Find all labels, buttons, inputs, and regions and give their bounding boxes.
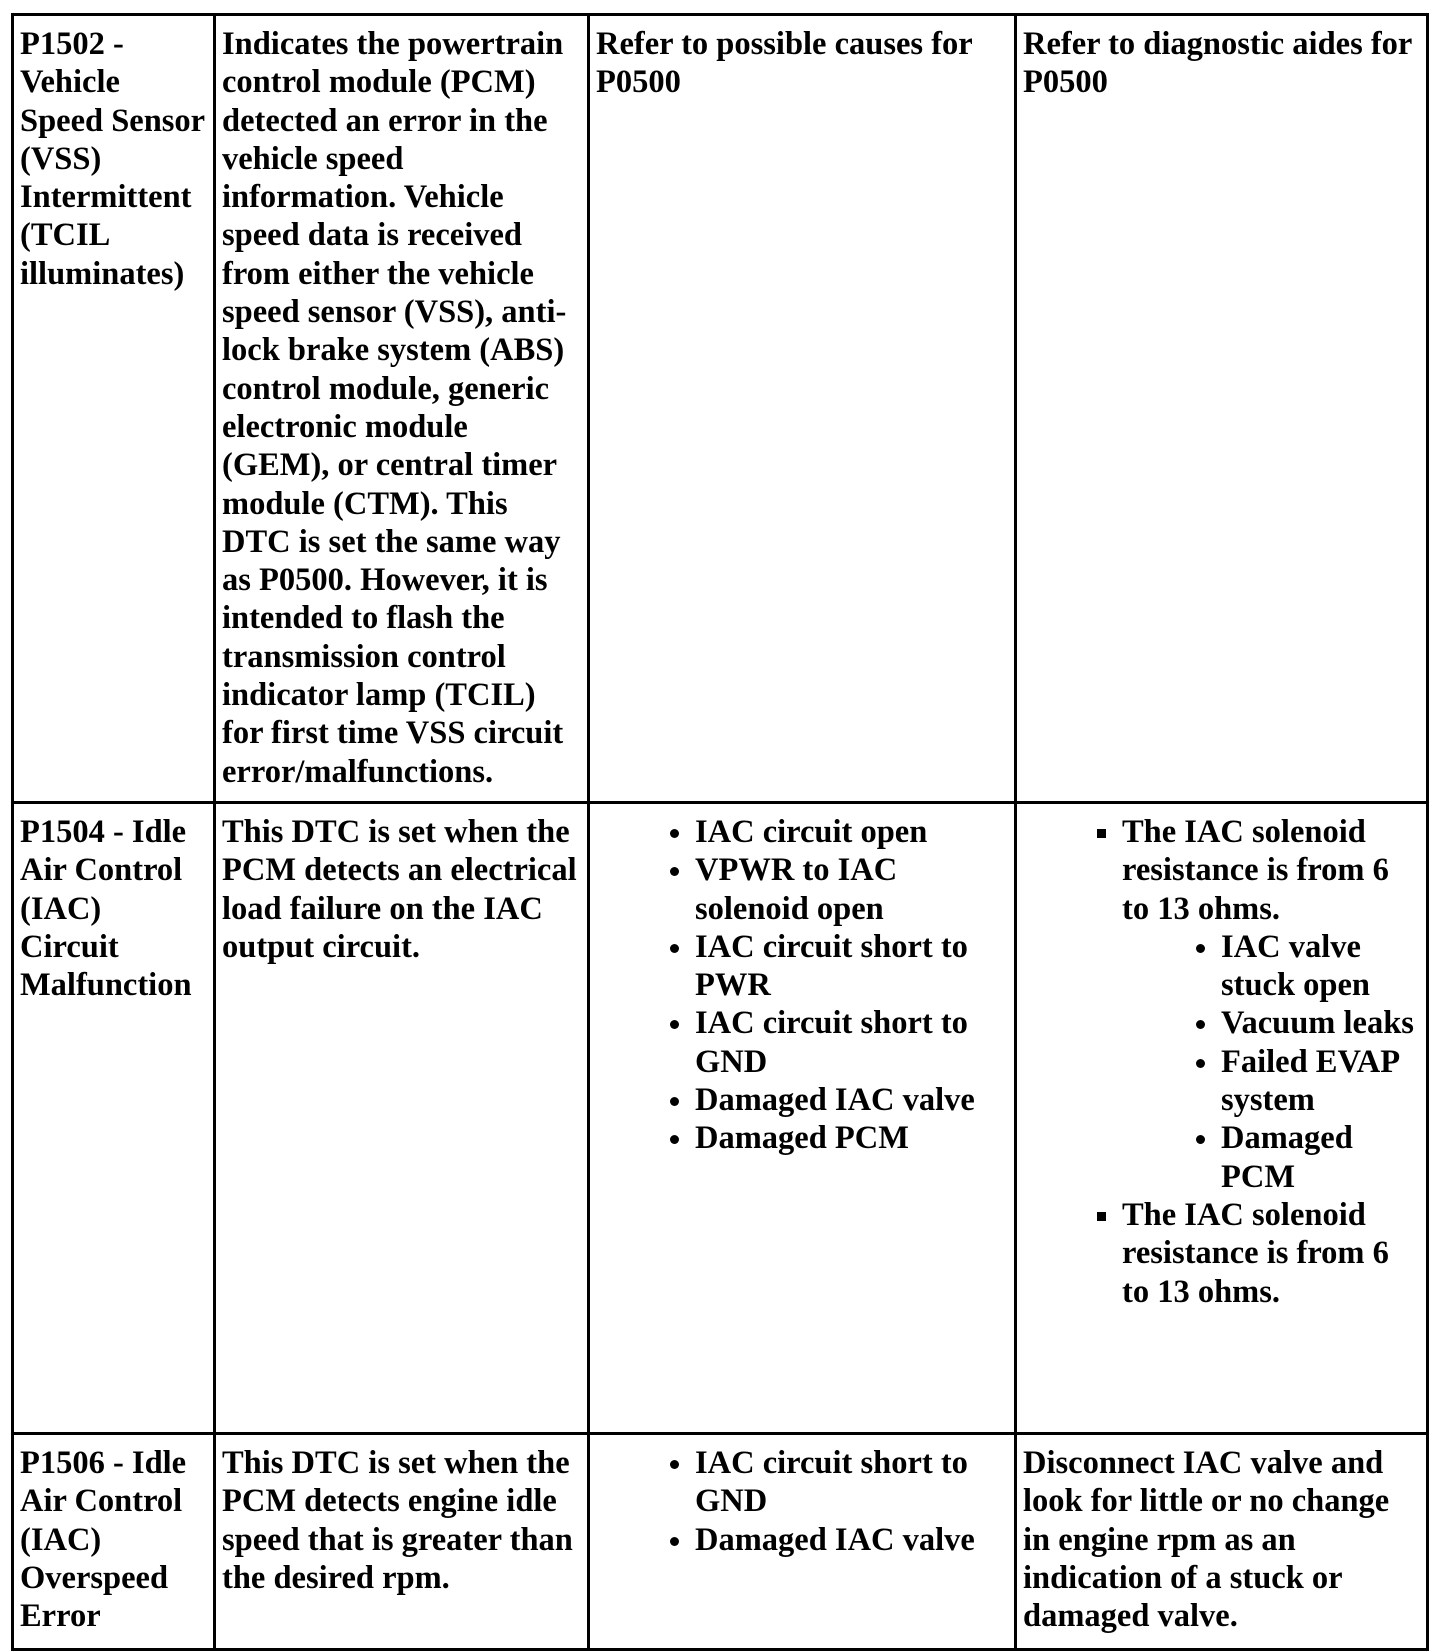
dtc-code-cell: P1506 - Idle Air Control (IAC) Overspeed Error	[13, 1434, 215, 1650]
diagnostic-aides-cell: Disconnect IAC valve and look for little or no change in engine rpm as an indication of a stuck or damaged valve.	[1016, 1434, 1428, 1650]
description-cell: Indicates the powertrain control module (PCM) detected an error in the vehicle speed information. Vehicle speed data is received from either the vehicle speed sensor (VSS), anti-lock brake system (ABS) control module, generic electronic module (GEM), or central timer module (CTM). This DTC is set the same way as P0500. However, it is intended to flash the transmission control indicator lamp (TCIL) for first time VSS circuit error/malfunctions.	[215, 15, 589, 803]
list-item: • IAC circuit short to GND	[695, 1004, 1008, 1081]
list-item: • VPWR to IAC solenoid open	[695, 851, 1008, 928]
list-item: • IAC circuit short to GND	[695, 1444, 1008, 1521]
possible-causes-list	[596, 1444, 1008, 1559]
possible-causes-cell: Refer to possible causes for P0500	[589, 15, 1016, 803]
list-item: • Damaged PCM	[695, 1119, 1008, 1157]
list-item: • Failed EVAP system	[1221, 1043, 1420, 1120]
list-item	[1122, 813, 1420, 1196]
list-item: • Damaged PCM	[1221, 1119, 1420, 1196]
list-item-text: The IAC solenoid resistance is from 6 to 13 ohms.	[1122, 1196, 1389, 1310]
nested-list	[1122, 928, 1420, 1196]
dtc-table	[11, 13, 1429, 1651]
list-item-text: The IAC solenoid resistance is from 6 to 13 ohms.	[1122, 814, 1389, 927]
list-item: • IAC circuit short to PWR	[695, 928, 1008, 1005]
possible-causes-cell	[589, 803, 1016, 1434]
table-row	[13, 15, 1428, 803]
description-cell: This DTC is set when the PCM detects engine idle speed that is greater than the desired rpm.	[215, 1434, 589, 1650]
list-item: • Damaged IAC valve	[695, 1521, 1008, 1559]
dtc-code-cell: P1504 - Idle Air Control (IAC) Circuit Malfunction	[13, 803, 215, 1434]
list-item	[1122, 1196, 1420, 1311]
diagnostic-aides-cell	[1016, 803, 1428, 1434]
list-item: • Vacuum leaks	[1221, 1004, 1420, 1042]
dtc-code-cell: P1502 - Vehicle Speed Sensor (VSS) Intermittent (TCIL illuminates)	[13, 15, 215, 803]
diagnostic-aides-list	[1023, 813, 1420, 1311]
table-row	[13, 803, 1428, 1434]
description-cell: This DTC is set when the PCM detects an electrical load failure on the IAC output circuit.	[215, 803, 589, 1434]
possible-causes-list	[596, 813, 1008, 1158]
possible-causes-cell	[589, 1434, 1016, 1650]
list-item: • Damaged IAC valve	[695, 1081, 1008, 1119]
table-row	[13, 1434, 1428, 1650]
list-item: • IAC circuit open	[695, 813, 1008, 851]
list-item: • IAC valve stuck open	[1221, 928, 1420, 1005]
diagnostic-aides-cell: Refer to diagnostic aides for P0500	[1016, 15, 1428, 803]
